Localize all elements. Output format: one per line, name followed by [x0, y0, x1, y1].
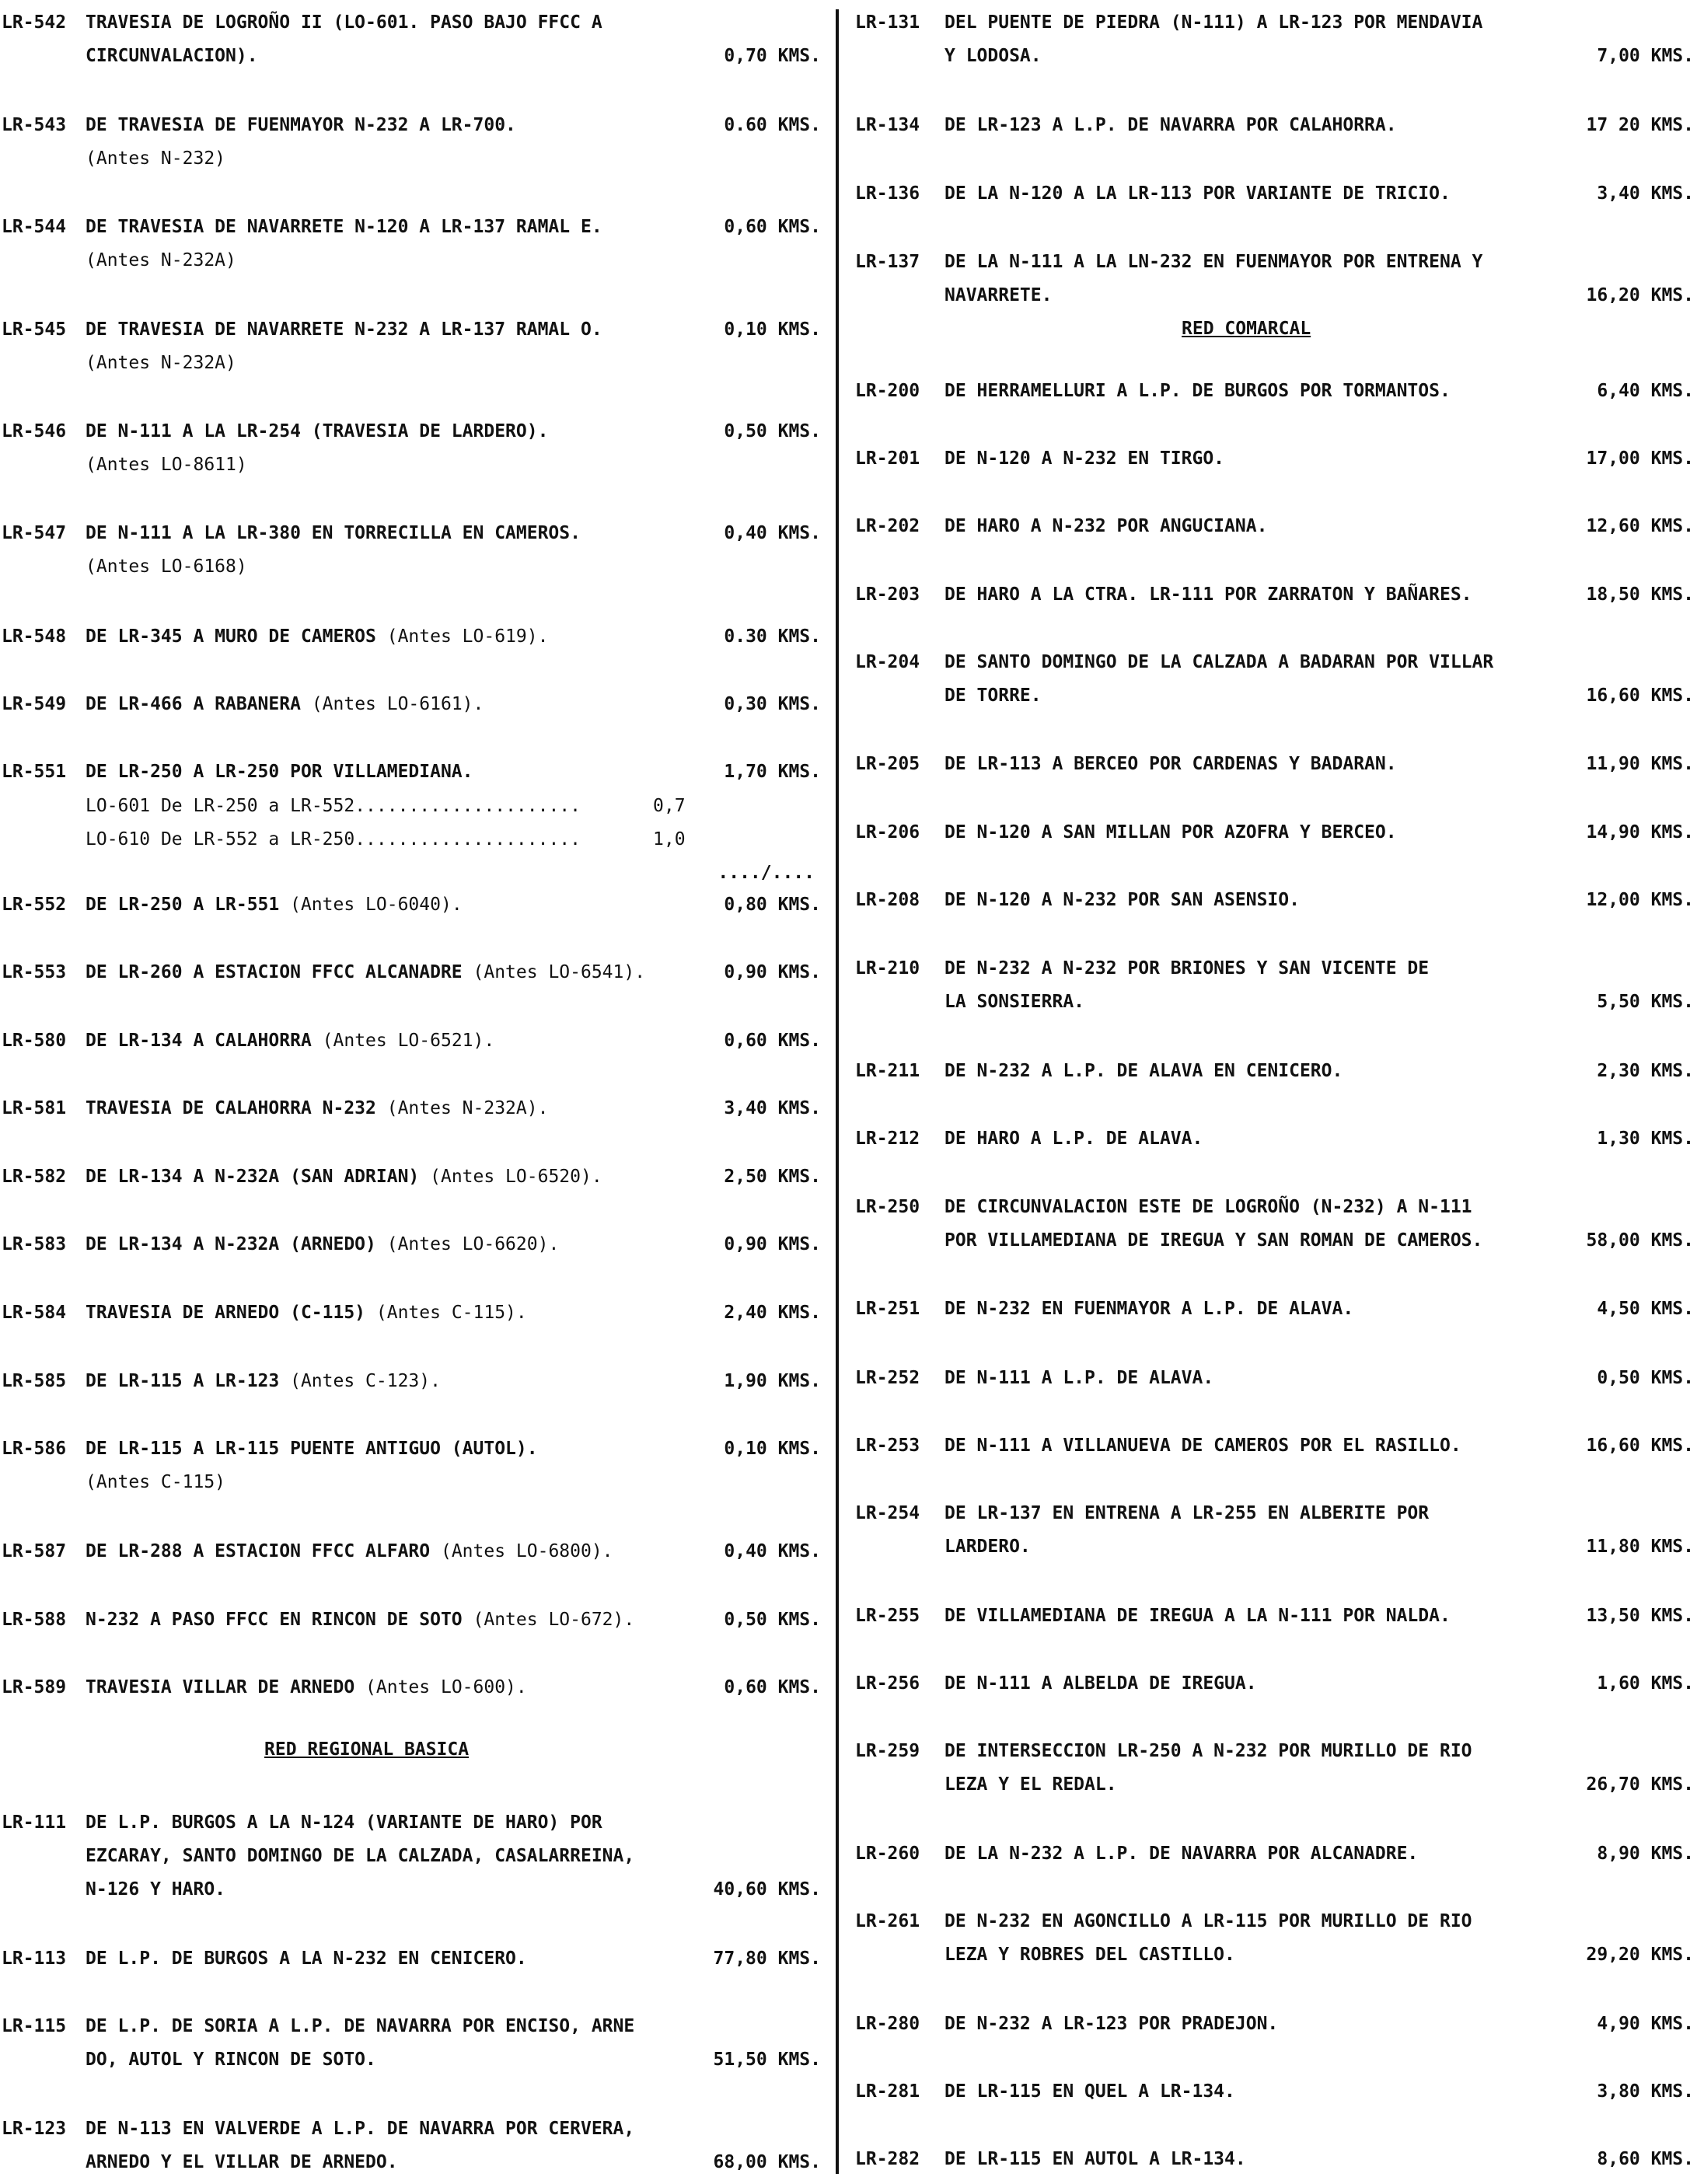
- road-description: [945, 510, 1267, 543]
- road-description: [945, 1837, 1418, 1871]
- road-description-line: DEL PUENTE DE PIEDRA (N-111) A LR-123 POR MENDAVIA: [945, 12, 1483, 33]
- road-description-line: DE N-111 A ALBELDA DE IREGUA.: [945, 1673, 1257, 1694]
- road-code: LR-255: [855, 1606, 920, 1626]
- road-length: 68,00 KMS.: [713, 2152, 821, 2172]
- road-code: LR-259: [855, 1741, 920, 1761]
- road-code: LR-202: [855, 516, 920, 536]
- road-length: 11,80 KMS.: [1586, 1537, 1694, 1557]
- road-length: 0,40 KMS.: [724, 523, 821, 543]
- road-description: [86, 1365, 441, 1398]
- road-description-line: DE TRAVESIA DE FUENMAYOR N-232 A LR-700.: [86, 115, 516, 135]
- road-description: [945, 375, 1451, 408]
- road-description-line: DE INTERSECCION LR-250 A N-232 POR MURILLO DE RIO: [945, 1741, 1472, 1761]
- road-description: [86, 888, 463, 922]
- road-length: 2,40 KMS.: [724, 1303, 821, 1323]
- road-description: [945, 2008, 1278, 2041]
- road-code: LR-583: [2, 1234, 67, 1254]
- road-length: 2,30 KMS.: [1597, 1061, 1694, 1081]
- road-description: [945, 1905, 1472, 1972]
- road-description-line: LA SONSIERRA.: [945, 992, 1085, 1012]
- continuation-mark: ..../....: [718, 863, 815, 883]
- previous-designation: (Antes N-232A).: [386, 1098, 549, 1118]
- road-code: LR-589: [2, 1677, 67, 1697]
- road-code: LR-581: [2, 1098, 67, 1118]
- road-code: LR-203: [855, 584, 920, 605]
- road-length: 14,90 KMS.: [1586, 822, 1694, 843]
- road-length: 40,60 KMS.: [713, 1879, 821, 1900]
- road-description-line: TRAVESIA VILLAR DE ARNEDO: [86, 1677, 355, 1697]
- road-code: LR-201: [855, 448, 920, 469]
- road-length: 1,30 KMS.: [1597, 1129, 1694, 1149]
- road-code: LR-547: [2, 523, 67, 543]
- road-description-line: LEZA Y EL REDAL.: [945, 1774, 1117, 1795]
- road-code: LR-200: [855, 381, 920, 401]
- road-length: 0.60 KMS.: [724, 115, 821, 135]
- road-description: [86, 1160, 602, 1194]
- road-description-line: ARNEDO Y EL VILLAR DE ARNEDO.: [86, 2152, 398, 2172]
- road-length: 0,90 KMS.: [724, 962, 821, 982]
- road-description: [945, 442, 1224, 476]
- road-length: 0,60 KMS.: [724, 217, 821, 237]
- road-code: LR-551: [2, 762, 67, 782]
- road-description-line: DE LR-134 A CALAHORRA: [86, 1031, 312, 1051]
- road-length: 3,40 KMS.: [724, 1098, 821, 1118]
- road-description: [86, 1432, 538, 1499]
- road-code: LR-115: [2, 2016, 67, 2036]
- road-code: LR-131: [855, 12, 920, 33]
- previous-designation: (Antes C-123).: [290, 1371, 441, 1391]
- road-description: [945, 246, 1482, 312]
- road-length: 16,60 KMS.: [1586, 1436, 1694, 1456]
- previous-designation: (Antes LO-672).: [473, 1610, 635, 1630]
- road-description: [945, 6, 1482, 73]
- road-description-line: (Antes LO-8611): [86, 455, 247, 475]
- road-description-line: DE N-232 EN AGONCILLO A LR-115 POR MURILLO DE RIO: [945, 1911, 1472, 1931]
- road-length: 8,60 KMS.: [1597, 2149, 1694, 2169]
- road-description: [945, 1735, 1472, 1802]
- road-description-line: (Antes N-232): [86, 148, 226, 169]
- road-code: LR-252: [855, 1368, 920, 1388]
- road-description: [86, 1942, 527, 1976]
- road-description-line: DE LA N-111 A LA LN-232 EN FUENMAYOR POR ENTRENA Y: [945, 252, 1483, 272]
- road-length: 29,20 KMS.: [1586, 1945, 1694, 1965]
- road-length: 1,70 KMS.: [724, 762, 821, 782]
- road-length: 5,50 KMS.: [1597, 992, 1694, 1012]
- road-length: 13,50 KMS.: [1586, 1606, 1694, 1626]
- previous-designation: (Antes LO-6541).: [473, 962, 646, 982]
- road-description: [945, 578, 1472, 612]
- road-description: [945, 952, 1429, 1019]
- road-description-line: DE LA N-120 A LA LR-113 POR VARIANTE DE TRICIO.: [945, 183, 1451, 204]
- road-description: [86, 1092, 548, 1125]
- road-description: [945, 748, 1397, 781]
- road-description-line: LARDERO.: [945, 1537, 1031, 1557]
- road-length: 0,30 KMS.: [724, 694, 821, 714]
- road-description-line: DE LR-466 A RABANERA: [86, 694, 301, 714]
- section-heading: RED COMARCAL: [1182, 319, 1311, 339]
- road-code: LR-211: [855, 1061, 920, 1081]
- road-description-line: DE LR-134 A N-232A (SAN ADRIAN): [86, 1167, 420, 1187]
- road-length: 4,90 KMS.: [1597, 2014, 1694, 2034]
- road-code: LR-260: [855, 1844, 920, 1864]
- road-code: LR-256: [855, 1673, 920, 1694]
- road-description-line: DE TORRE.: [945, 686, 1042, 706]
- road-description-line: DE N-120 A N-232 EN TIRGO.: [945, 448, 1225, 469]
- road-code: LR-587: [2, 1541, 67, 1561]
- road-description: [945, 1667, 1257, 1701]
- road-description: [86, 1535, 613, 1568]
- road-description: [86, 688, 484, 721]
- previous-designation: (Antes C-115).: [375, 1303, 527, 1323]
- road-description-line: DE N-111 A VILLANUEVA DE CAMEROS POR EL RASILLO.: [945, 1436, 1461, 1456]
- road-description-line: CIRCUNVALACION).: [86, 46, 258, 66]
- road-description: [945, 1429, 1461, 1463]
- road-description: [86, 2010, 634, 2077]
- sub-section-code: LO-610: [86, 829, 151, 850]
- road-code: LR-549: [2, 694, 67, 714]
- road-length: 1,60 KMS.: [1597, 1673, 1694, 1694]
- road-length: 16,60 KMS.: [1586, 686, 1694, 706]
- road-length: 26,70 KMS.: [1586, 1774, 1694, 1795]
- road-description-line: TRAVESIA DE LOGROÑO II (LO-601. PASO BAJO FFCC A: [86, 12, 602, 33]
- road-code: LR-542: [2, 12, 67, 33]
- road-description-line: LEZA Y ROBRES DEL CASTILLO.: [945, 1945, 1235, 1965]
- road-code: LR-204: [855, 652, 920, 672]
- section-heading: RED REGIONAL BASICA: [264, 1739, 470, 1760]
- road-length: 11,90 KMS.: [1586, 754, 1694, 774]
- road-description: [945, 884, 1300, 917]
- road-code: LR-544: [2, 217, 67, 237]
- road-description: [86, 620, 548, 654]
- road-description: [86, 1671, 527, 1704]
- road-code: LR-261: [855, 1911, 920, 1931]
- road-description: [945, 1497, 1429, 1564]
- road-description-line: DE N-111 A LA LR-254 (TRAVESIA DE LARDERO).: [86, 421, 549, 441]
- road-description-line: DE N-232 EN FUENMAYOR A L.P. DE ALAVA.: [945, 1299, 1354, 1319]
- road-code: LR-282: [855, 2149, 920, 2169]
- road-length: 1,90 KMS.: [724, 1371, 821, 1391]
- road-description: [86, 313, 602, 380]
- previous-designation: (Antes LO-6620).: [386, 1234, 560, 1254]
- road-length: 0,60 KMS.: [724, 1677, 821, 1697]
- road-description-line: DE LR-113 A BERCEO POR CARDENAS Y BADARAN.: [945, 754, 1397, 774]
- previous-designation: (Antes LO-6520).: [430, 1167, 602, 1187]
- road-length: 12,00 KMS.: [1586, 890, 1694, 910]
- road-description: [86, 211, 602, 277]
- road-description: [945, 1191, 1482, 1258]
- road-length: 0,90 KMS.: [724, 1234, 821, 1254]
- road-description-line: DE N-111 A LA LR-380 EN TORRECILLA EN CAMEROS.: [86, 523, 581, 543]
- road-code: LR-584: [2, 1303, 67, 1323]
- road-length: 16,20 KMS.: [1586, 285, 1694, 305]
- sub-section-row: [86, 790, 686, 823]
- road-length: 12,60 KMS.: [1586, 516, 1694, 536]
- road-length: 0,70 KMS.: [724, 46, 821, 66]
- road-description-line: TRAVESIA DE CALAHORRA N-232: [86, 1098, 376, 1118]
- road-description-line: DE L.P. BURGOS A LA N-124 (VARIANTE DE HARO) POR: [86, 1812, 602, 1833]
- road-code: LR-546: [2, 421, 67, 441]
- road-length: 18,50 KMS.: [1586, 584, 1694, 605]
- road-description-line: DE LR-345 A MURO DE CAMEROS: [86, 626, 376, 647]
- road-code: LR-251: [855, 1299, 920, 1319]
- previous-designation: (Antes LO-6800).: [440, 1541, 613, 1561]
- road-description: [86, 415, 548, 482]
- road-description-line: NAVARRETE.: [945, 285, 1053, 305]
- road-code: LR-582: [2, 1167, 67, 1187]
- sub-section-description: De LR-552 a LR-250.....................: [160, 829, 581, 850]
- road-description-line: DE LR-115 EN AUTOL A LR-134.: [945, 2149, 1246, 2169]
- road-description-line: (Antes LO-6168): [86, 556, 247, 577]
- road-length: 17 20 KMS.: [1586, 115, 1694, 135]
- road-description: [945, 646, 1493, 713]
- road-length: 17,00 KMS.: [1586, 448, 1694, 469]
- road-description-line: DE N-111 A L.P. DE ALAVA.: [945, 1368, 1214, 1388]
- road-description: [945, 816, 1397, 850]
- road-code: LR-586: [2, 1439, 67, 1459]
- road-code: LR-588: [2, 1610, 67, 1630]
- road-description: [945, 109, 1397, 142]
- road-description-line: DE LR-115 A LR-123: [86, 1371, 280, 1391]
- road-description-line: N-126 Y HARO.: [86, 1879, 226, 1900]
- road-description-line: DE HARO A N-232 POR ANGUCIANA.: [945, 516, 1268, 536]
- previous-designation: (Antes LO-6040).: [290, 895, 463, 915]
- road-code: LR-585: [2, 1371, 67, 1391]
- road-description-line: POR VILLAMEDIANA DE IREGUA Y SAN ROMAN DE CAMEROS.: [945, 1230, 1483, 1251]
- road-description: [86, 517, 581, 584]
- road-description-line: DO, AUTOL Y RINCON DE SOTO.: [86, 2050, 376, 2070]
- road-description: [945, 2075, 1235, 2109]
- road-description-line: DE N-232 A N-232 POR BRIONES Y SAN VICENTE DE: [945, 958, 1430, 979]
- road-description-line: DE VILLAMEDIANA DE IREGUA A LA N-111 POR NALDA.: [945, 1606, 1451, 1626]
- road-description: [86, 1024, 494, 1058]
- road-description-line: DE N-232 A LR-123 POR PRADEJON.: [945, 2014, 1279, 2034]
- road-description: [86, 1806, 634, 1907]
- road-code: LR-553: [2, 962, 67, 982]
- road-description-line: TRAVESIA DE ARNEDO (C-115): [86, 1303, 366, 1323]
- road-code: LR-134: [855, 115, 920, 135]
- road-length: 58,00 KMS.: [1586, 1230, 1694, 1251]
- previous-designation: (Antes LO-6161).: [311, 694, 484, 714]
- road-length: 6,40 KMS.: [1597, 381, 1694, 401]
- road-code: LR-206: [855, 822, 920, 843]
- road-code: LR-580: [2, 1031, 67, 1051]
- road-code: LR-205: [855, 754, 920, 774]
- sub-section-description: De LR-250 a LR-552.....................: [160, 796, 581, 816]
- road-description-line: DE LR-250 A LR-551: [86, 895, 280, 915]
- road-code: LR-212: [855, 1129, 920, 1149]
- road-code: LR-548: [2, 626, 67, 647]
- road-description-line: (Antes N-232A): [86, 250, 236, 270]
- road-description-line: DE LR-123 A L.P. DE NAVARRA POR CALAHORRA.: [945, 115, 1397, 135]
- column-divider: [836, 9, 839, 2174]
- road-description-line: DE N-120 A N-232 POR SAN ASENSIO.: [945, 890, 1300, 910]
- previous-designation: (Antes LO-600).: [365, 1677, 527, 1697]
- road-description-line: EZCARAY, SANTO DOMINGO DE LA CALZADA, CASALARREINA,: [86, 1846, 635, 1866]
- road-code: LR-545: [2, 319, 67, 340]
- road-description-line: DE LR-137 EN ENTRENA A LR-255 EN ALBERITE POR: [945, 1503, 1430, 1523]
- road-length: 2,50 KMS.: [724, 1167, 821, 1187]
- road-length: 4,50 KMS.: [1597, 1299, 1694, 1319]
- sub-section-length: 0,7: [653, 796, 686, 816]
- road-description: [945, 1600, 1451, 1633]
- road-description-line: DE L.P. DE BURGOS A LA N-232 EN CENICERO.: [86, 1949, 527, 1969]
- road-code: LR-113: [2, 1949, 67, 1969]
- road-code: LR-137: [855, 252, 920, 272]
- road-length: 0,80 KMS.: [724, 895, 821, 915]
- road-code: LR-136: [855, 183, 920, 204]
- road-description-line: DE LR-134 A N-232A (ARNEDO): [86, 1234, 376, 1254]
- road-description: [86, 755, 473, 789]
- road-description-line: DE LR-115 EN QUEL A LR-134.: [945, 2081, 1235, 2102]
- road-description: [86, 956, 645, 989]
- road-description: [945, 1362, 1213, 1395]
- road-length: 0,50 KMS.: [1597, 1368, 1694, 1388]
- road-length: 0,60 KMS.: [724, 1031, 821, 1051]
- road-description: [86, 1228, 559, 1261]
- road-description: [86, 109, 516, 176]
- road-length: 51,50 KMS.: [713, 2050, 821, 2070]
- road-description-line: DE HERRAMELLURI A L.P. DE BURGOS POR TORMANTOS.: [945, 381, 1451, 401]
- road-code: LR-111: [2, 1812, 67, 1833]
- road-description-line: DE N-113 EN VALVERDE A L.P. DE NAVARRA POR CERVERA,: [86, 2119, 635, 2139]
- sub-section-code: LO-601: [86, 796, 151, 816]
- road-code: LR-250: [855, 1197, 920, 1217]
- road-code: LR-543: [2, 115, 67, 135]
- road-description-line: DE HARO A L.P. DE ALAVA.: [945, 1129, 1203, 1149]
- road-description-line: (Antes N-232A): [86, 353, 236, 373]
- road-length: 77,80 KMS.: [713, 1949, 821, 1969]
- road-description-line: DE LR-115 A LR-115 PUENTE ANTIGUO (AUTOL).: [86, 1439, 538, 1459]
- road-description-line: DE N-232 A L.P. DE ALAVA EN CENICERO.: [945, 1061, 1343, 1081]
- road-description-line: DE L.P. DE SORIA A L.P. DE NAVARRA POR ENCISO, ARNE: [86, 2016, 635, 2036]
- road-description-line: DE N-120 A SAN MILLAN POR AZOFRA Y BERCEO.: [945, 822, 1397, 843]
- road-length: 0,40 KMS.: [724, 1541, 821, 1561]
- previous-designation: (Antes LO-6521).: [322, 1031, 495, 1051]
- road-length: 0,10 KMS.: [724, 319, 821, 340]
- road-description-line: DE SANTO DOMINGO DE LA CALZADA A BADARAN POR VILLAR: [945, 652, 1494, 672]
- road-description-line: (Antes C-115): [86, 1472, 226, 1492]
- road-description-line: DE LR-250 A LR-250 POR VILLAMEDIANA.: [86, 762, 473, 782]
- road-description: [86, 1603, 634, 1637]
- road-code: LR-210: [855, 958, 920, 979]
- road-code: LR-281: [855, 2081, 920, 2102]
- road-description: [945, 1122, 1203, 1156]
- road-length: 0,50 KMS.: [724, 1610, 821, 1630]
- road-description: [945, 177, 1451, 211]
- road-code: LR-280: [855, 2014, 920, 2034]
- road-length: 0,10 KMS.: [724, 1439, 821, 1459]
- road-description-line: DE LR-288 A ESTACION FFCC ALFARO: [86, 1541, 431, 1561]
- road-description-line: DE LR-260 A ESTACION FFCC ALCANADRE: [86, 962, 463, 982]
- road-code: LR-552: [2, 895, 67, 915]
- road-description-line: DE TRAVESIA DE NAVARRETE N-232 A LR-137 RAMAL O.: [86, 319, 602, 340]
- road-description-line: N-232 A PASO FFCC EN RINCON DE SOTO: [86, 1610, 463, 1630]
- road-length: 3,80 KMS.: [1597, 2081, 1694, 2102]
- road-description: [945, 1055, 1343, 1088]
- road-description: [945, 1293, 1353, 1326]
- road-description: [945, 2143, 1246, 2176]
- road-description-line: DE HARO A LA CTRA. LR-111 POR ZARRATON Y BAÑARES.: [945, 584, 1472, 605]
- road-length: 7,00 KMS.: [1597, 46, 1694, 66]
- sub-section-length: 1,0: [653, 829, 686, 850]
- previous-designation: (Antes LO-619).: [386, 626, 549, 647]
- road-code: LR-208: [855, 890, 920, 910]
- road-description-line: Y LODOSA.: [945, 46, 1042, 66]
- road-description: [86, 6, 602, 73]
- sub-section-row: [86, 823, 686, 857]
- road-length: 0.30 KMS.: [724, 626, 821, 647]
- road-code: LR-253: [855, 1436, 920, 1456]
- road-length: 8,90 KMS.: [1597, 1844, 1694, 1864]
- road-code: LR-254: [855, 1503, 920, 1523]
- road-description-line: DE TRAVESIA DE NAVARRETE N-120 A LR-137 RAMAL E.: [86, 217, 602, 237]
- road-description-line: DE CIRCUNVALACION ESTE DE LOGROÑO (N-232) A N-111: [945, 1197, 1472, 1217]
- road-length: 0,50 KMS.: [724, 421, 821, 441]
- road-description: [86, 2112, 634, 2179]
- road-description: [86, 1296, 527, 1330]
- road-length: 3,40 KMS.: [1597, 183, 1694, 204]
- road-code: LR-123: [2, 2119, 67, 2139]
- road-description-line: DE LA N-232 A L.P. DE NAVARRA POR ALCANADRE.: [945, 1844, 1419, 1864]
